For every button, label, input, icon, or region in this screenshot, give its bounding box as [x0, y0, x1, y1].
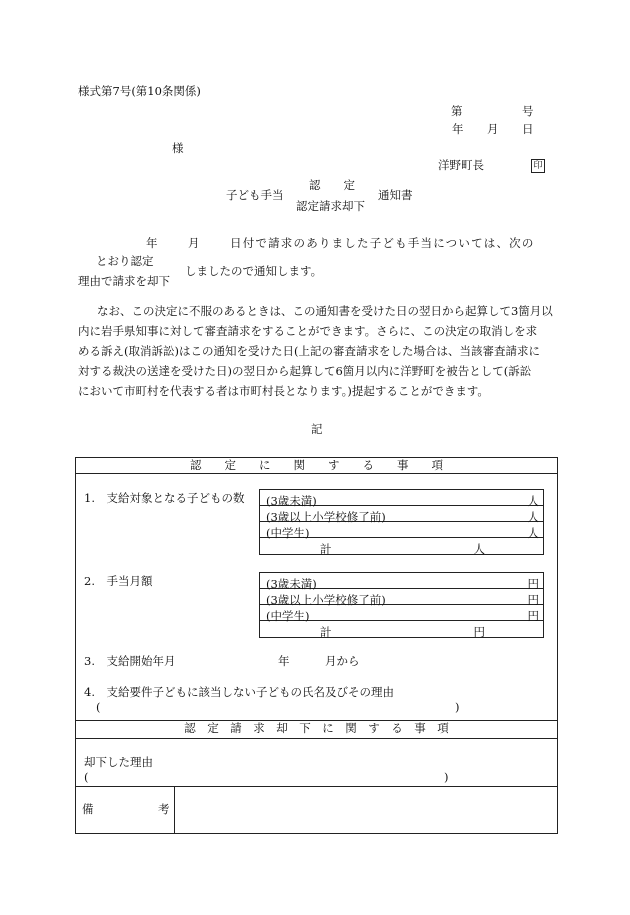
reject-open-paren: (: [84, 770, 89, 784]
remarks-label: 考: [158, 802, 170, 816]
section-rejection-header: 認 定 請 求 却 下 に 関 す る 事 項: [184, 721, 449, 735]
child-count-row: [260, 522, 543, 538]
date-day: 日: [522, 122, 534, 136]
issuer-name: 洋野町長: [438, 158, 484, 172]
recipient-suffix: 様: [172, 141, 184, 155]
row-label: (3歳未満): [266, 577, 317, 591]
row-label: (中学生): [266, 609, 310, 623]
item3-label: 3. 支給開始年月: [84, 654, 176, 668]
row-unit: 円: [527, 593, 539, 607]
intro-tail: しましたので通知します。: [185, 264, 323, 278]
child-count-row: [260, 490, 543, 506]
monthly-amount-row: [260, 605, 543, 621]
child-count-box: [259, 489, 544, 555]
monthly-amount-row: [260, 573, 543, 589]
item1-label: 1. 支給対象となる子どもの数: [84, 491, 245, 505]
date-year: 年: [452, 122, 464, 136]
row-unit: 人: [527, 494, 539, 508]
child-count-total-row: [260, 538, 543, 554]
appeal-line: 対する裁決の送達を受けた日)の翌日から起算して6箇月以内に洋野町を被告として(訴訟: [78, 364, 532, 378]
intro-text: 日付で請求のありました子ども手当については、次の: [230, 236, 535, 250]
number-dai: 第: [451, 104, 463, 118]
remarks-field[interactable]: [176, 788, 556, 832]
title-option-approve: 認 定: [309, 178, 355, 192]
remarks-label: 備: [82, 802, 94, 816]
appeal-line: なお、この決定に不服のあるときは、この通知書を受けた日の翌日から起算して3箇月以: [97, 304, 553, 318]
total-label: 計: [320, 625, 332, 639]
row-label: (中学生): [266, 526, 310, 540]
ki-mark: 記: [311, 422, 323, 436]
title-right: 通知書: [378, 188, 413, 202]
item4-close-paren: ): [455, 700, 460, 714]
intro-month: 月: [188, 236, 200, 250]
row-unit: 円: [527, 609, 539, 623]
divider: [75, 786, 558, 787]
section-approval-header: 認 定 に 関 す る 事 項: [190, 458, 443, 472]
appeal-line: において市町村を代表する者は市町村長となります。)提起することができます。: [78, 384, 489, 398]
total-unit: 円: [473, 625, 485, 639]
row-label: (3歳以上小学校修了前): [266, 510, 386, 524]
number-go: 号: [522, 104, 534, 118]
intro-year: 年: [146, 236, 158, 250]
divider: [75, 473, 558, 474]
reject-reason-label: 却下した理由: [84, 755, 153, 769]
intro-option-approve: とおり認定: [96, 254, 154, 268]
title-left: 子ども手当: [226, 188, 284, 202]
monthly-amount-total-row: [260, 621, 543, 637]
appeal-line: 内に岩手県知事に対して審査請求をすることができます。さらに、この決定の取消しを求: [78, 324, 538, 338]
child-count-row: [260, 506, 543, 522]
row-unit: 人: [527, 526, 539, 540]
row-label: (3歳未満): [266, 494, 317, 508]
appeal-line: める訴え(取消訴訟)はこの通知を受けた日(上記の審査請求をした場合は、当該審査請求に: [78, 344, 540, 358]
monthly-amount-box: [259, 572, 544, 638]
form-number: 様式第7号(第10条関係): [78, 84, 201, 98]
row-label: (3歳以上小学校修了前): [266, 593, 386, 607]
row-unit: 人: [527, 510, 539, 524]
total-label: 計: [320, 542, 332, 556]
monthly-amount-row: [260, 589, 543, 605]
total-unit: 人: [473, 542, 485, 556]
item3-month: 月から: [325, 654, 360, 668]
reject-close-paren: ): [444, 770, 449, 784]
item2-label: 2. 手当月額: [84, 574, 153, 588]
item4-label: 4. 支給要件子どもに該当しない子どもの氏名及びその理由: [84, 685, 394, 699]
divider: [75, 738, 558, 739]
title-option-reject: 認定請求却下: [296, 199, 365, 213]
seal-mark: 印: [531, 159, 545, 173]
divider: [174, 786, 175, 834]
item3-year: 年: [278, 654, 290, 668]
item4-open-paren: (: [96, 700, 101, 714]
intro-option-reject: 理由で請求を却下: [78, 274, 170, 288]
row-unit: 円: [527, 577, 539, 591]
date-month: 月: [487, 122, 499, 136]
